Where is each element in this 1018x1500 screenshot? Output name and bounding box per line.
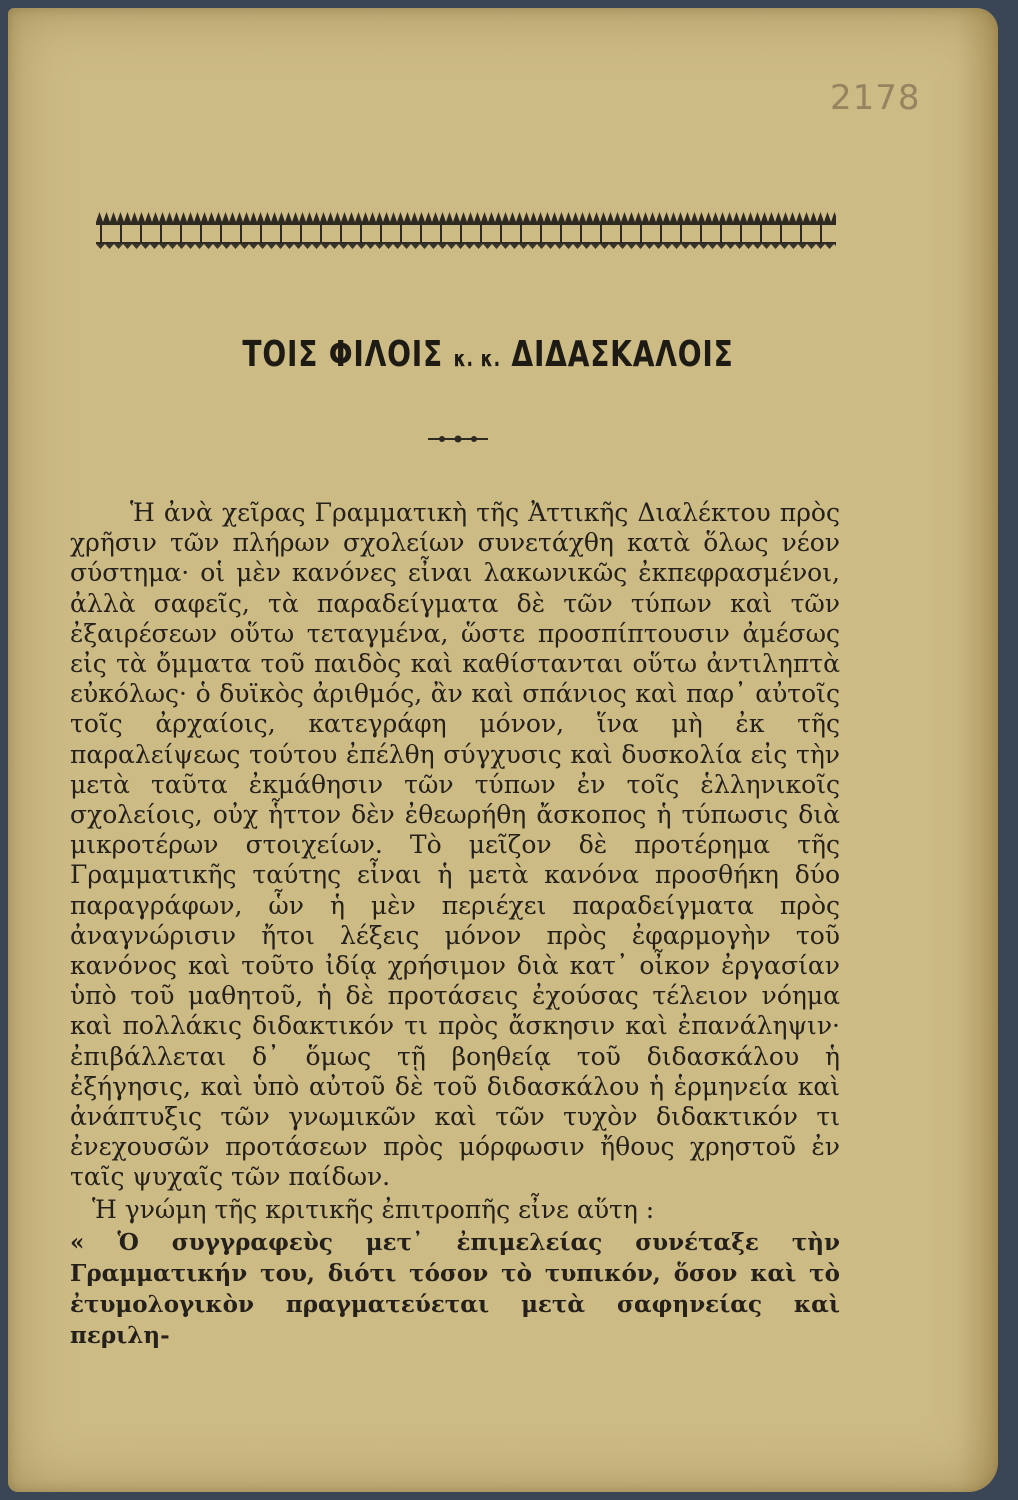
- committee-quote: « Ὁ συγγραφεὺς μετ᾽ ἐπιμελείας συνέταξε τὴν Γραμματικήν του, διότι τόσον τὸ τυπικόν, ὅσον καὶ τὸ ἐτυμολογικὸν πραγματεύεται μετὰ σαφηνείας καὶ περιλη-: [70, 1228, 840, 1349]
- committee-verdict-intro: Ἡ γνώμη τῆς κριτικῆς ἐπιτροπῆς εἶνε αὕτη :: [92, 1194, 655, 1224]
- heading-part-3: ΔΙΔΑΣΚΑΛΟΙΣ: [511, 334, 734, 375]
- body-paragraph: Ἡ ἀνὰ χεῖρας Γραμματικὴ τῆς Ἀττικῆς Διαλέκτου πρὸς χρῆσιν τῶν πλήρων σχολείων συνετάχθη κατὰ ὅλως νέον σύστημα· οἱ μὲν κανόνες εἶναι λακωνικῶς ἐκπεφρασμένοι, ἀλλὰ σαφεῖς, τὰ παραδείγματα δὲ τῶν τύπων καὶ τῶν ἐξαιρέσεων οὕτω τεταγμένα, ὥστε προσπίπτουσιν ἀμέσως εἰς τὰ ὄμματα τοῦ παιδὸς καὶ καθίστανται οὕτω ἀντιληπτὰ εὐκόλως· ὁ δυϊκὸς ἀριθμός, ἂν καὶ σπάνιος καὶ παρ᾽ αὐτοῖς τοῖς ἀρχαίοις, κατεγράφη μόνον, ἵνα μὴ ἐκ τῆς παραλείψεως τούτου ἐπέλθη σύγχυσις καὶ δυσκολία εἰς τὴν μετὰ ταῦτα ἐκμάθησιν τῶν τύπων ἐν τοῖς ἑλληνικοῖς σχολείοις, οὐχ ἧττον δὲν ἐθεωρήθη ἄσκοπος ἡ τύπωσις διὰ μικροτέρων στοιχείων. Τὸ μεῖζον δὲ προτέρημα τῆς Γραμματικῆς ταύτης εἶναι ἡ μετὰ κανόνα προσθήκη δύο παραγράφων, ὧν ἡ μὲν περιέχει παραδείγματα πρὸς ἀναγνώρισιν ἤτοι λέξεις μόνον πρὸς ἐφαρμογὴν τοῦ κανόνος καὶ τοῦτο ἰδίᾳ χρήσιμον διὰ κατ᾽ οἶκον ἐργασίαν ὑπὸ τοῦ μαθητοῦ, ἡ δὲ προτάσεις ἐχούσας τέλειον νόημα καὶ πολλάκις διδακτικόν τι πρὸς ἄσκησιν καὶ ἐπανάληψιν· ἐπιβάλλεται δ᾽ ὅμως τῇ βοηθείᾳ τοῦ διδασκάλου ἡ ἐξήγησις, καὶ ὑπὸ αὐτοῦ δὲ τοῦ διδασκάλου ἡ ἑρμηνεία καὶ ἀνάπτυξις τῶν γνωμικῶν καὶ τῶν τυχὸν διδακτικόν τι ἐνεχουσῶν προτάσεων πρὸς μόρφωσιν ἤθους χρηστοῦ ἐν ταῖς ψυχαῖς τῶν παίδων.: [70, 498, 840, 1192]
- archive-number: 2178: [830, 78, 921, 118]
- document-page: [8, 8, 998, 1492]
- dedication-heading: [231, 334, 746, 375]
- heading-part-1: ΤΟΙΣ ΦΙΛΟΙΣ: [242, 334, 444, 375]
- page-edge-shadow: [958, 8, 998, 1492]
- ornament-divider: [426, 432, 490, 446]
- ornamental-border: [96, 204, 836, 250]
- body-text: [70, 498, 840, 1351]
- heading-part-2: κ. κ.: [453, 347, 501, 372]
